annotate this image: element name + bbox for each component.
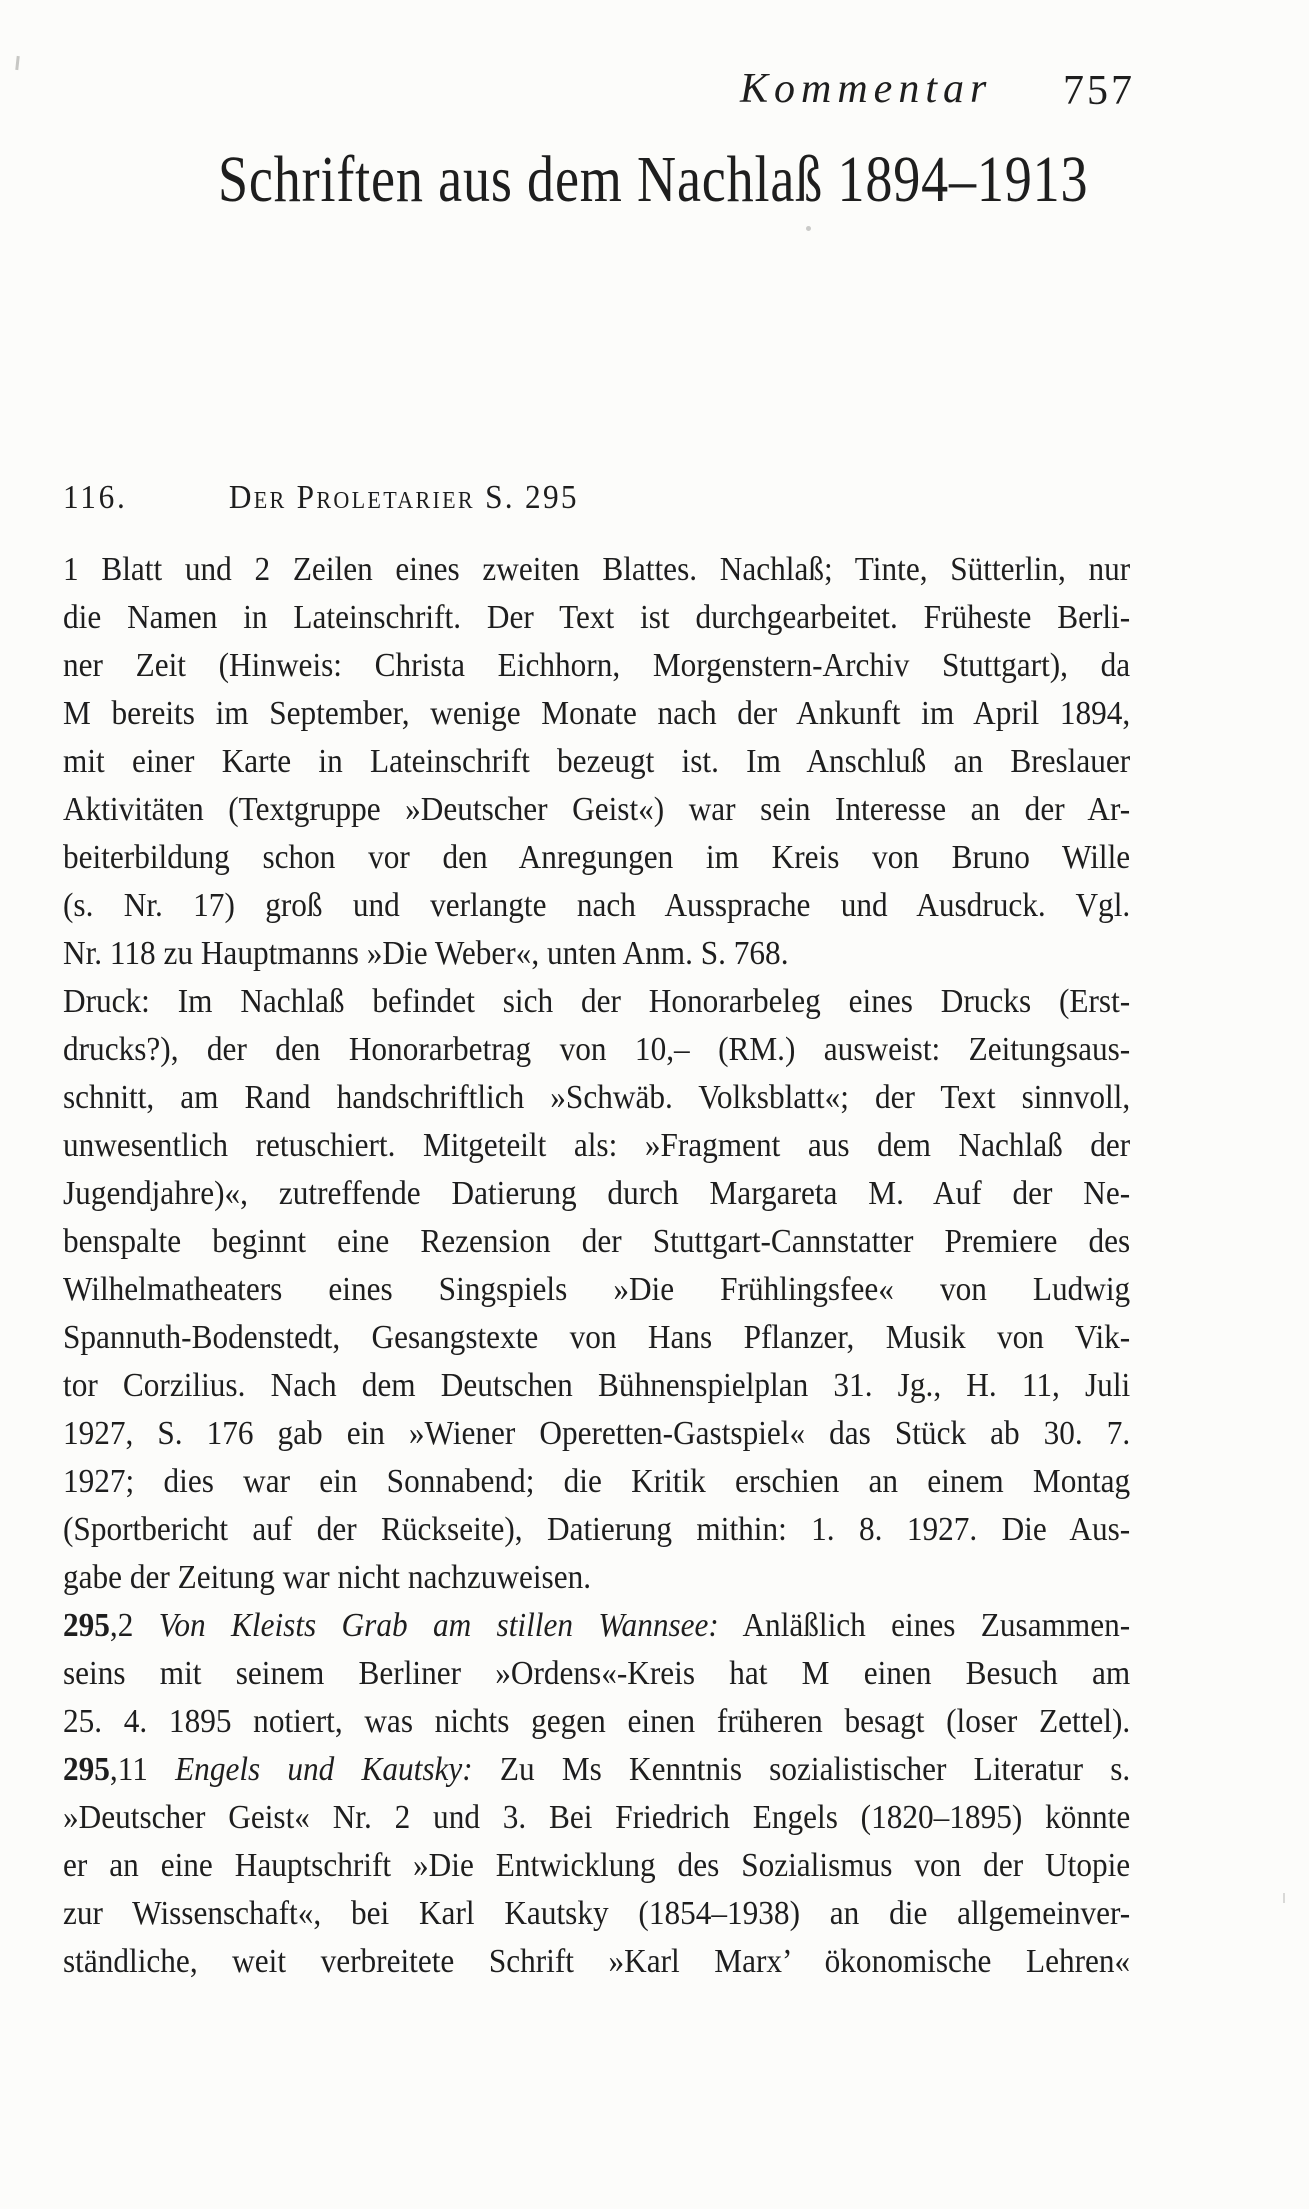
text-segment: Aktivitäten (Textgruppe »Deutscher Geist«) war sein Interesse an der Ar- (63, 791, 1131, 828)
text-segment: beiterbildung schon vor den Anregungen im Kreis von Bruno Wille (63, 839, 1131, 876)
body-line (63, 1026, 1130, 1074)
body-line (63, 642, 1130, 690)
text-segment: 1927; dies war ein Sonnabend; die Kritik erschien an einem Montag (63, 1463, 1131, 1500)
body-line (63, 1074, 1130, 1122)
body-line (63, 690, 1130, 738)
text-segment: Engels und Kautsky: (175, 1751, 473, 1788)
text-segment: schnitt, am Rand handschriftlich »Schwäb. Volksblatt«; der Text sinnvoll, (63, 1079, 1131, 1116)
text-segment: die Namen in Lateinschrift. Der Text ist durchgearbeitet. Früheste Berli- (63, 599, 1131, 636)
text-segment: Zu Ms Kenntnis sozialistischer Literatur s. (472, 1751, 1131, 1788)
body-line (63, 1266, 1130, 1314)
body-line (63, 1122, 1130, 1170)
entry-page-ref: S. 295 (485, 479, 579, 516)
text-segment: Von Kleists Grab am stillen Wannsee: (158, 1607, 719, 1644)
text-segment: drucks?), der den Honorarbetrag von 10,– (RM.) ausweist: Zeitungsaus- (63, 1031, 1131, 1068)
body-line (63, 1938, 1130, 1986)
section-title: Schriften aus dem Nachlaß 1894–1913 (218, 143, 1089, 216)
text-segment: Anläßlich eines Zusammen- (718, 1607, 1131, 1644)
text-segment: 295 (63, 1751, 110, 1788)
body-line (63, 882, 1130, 930)
body-line (63, 1794, 1130, 1842)
entry-heading-text: Der Proletarier (228, 479, 475, 516)
body-line (63, 1746, 1130, 1794)
text-segment: unwesentlich retuschiert. Mitgeteilt als: »Fragment aus dem Nachlaß der (63, 1127, 1131, 1164)
body-line (63, 594, 1130, 642)
text-segment: Nr. 118 zu Hauptmanns »Die Weber«, unten Anm. S. 768. (63, 935, 789, 972)
scan-artifact (806, 226, 811, 231)
body-line (63, 978, 1130, 1026)
scan-artifact (1283, 1893, 1285, 1903)
text-segment: zur Wissenschaft«, bei Karl Kautsky (1854–1938) an die allgemeinver- (63, 1895, 1131, 1932)
body-line (63, 1554, 1130, 1602)
text-segment: 295 (63, 1607, 110, 1644)
text-segment: 1 Blatt und 2 Zeilen eines zweiten Blattes. Nachlaß; Tinte, Sütterlin, nur (63, 551, 1131, 588)
entry-number: 116. (63, 479, 128, 516)
text-segment: ner Zeit (Hinweis: Christa Eichhorn, Morgenstern-Archiv Stuttgart), da (63, 647, 1131, 684)
text-segment: ,2 (109, 1607, 159, 1644)
body-line (63, 1410, 1130, 1458)
body-line (63, 834, 1130, 882)
entry-heading-row (63, 476, 579, 520)
text-segment: tor Corzilius. Nach dem Deutschen Bühnenspielplan 31. Jg., H. 11, Juli (63, 1367, 1131, 1404)
text-segment: M bereits im September, wenige Monate nach der Ankunft im April 1894, (63, 695, 1131, 732)
body-line (63, 1458, 1130, 1506)
text-segment: er an eine Hauptschrift »Die Entwicklung des Sozialismus von der Utopie (63, 1847, 1131, 1884)
text-segment: gabe der Zeitung war nicht nachzuweisen. (63, 1559, 592, 1596)
body-line (63, 738, 1130, 786)
body-line (63, 1842, 1130, 1890)
text-segment: ,11 (109, 1751, 176, 1788)
body-text (63, 546, 1130, 1986)
text-segment: Wilhelmatheaters eines Singspiels »Die Frühlingsfee« von Ludwig (63, 1271, 1131, 1308)
body-line (63, 1218, 1130, 1266)
text-segment: ständliche, weit verbreitete Schrift »Karl Marx’ ökonomische Lehren« (63, 1943, 1131, 1980)
running-head: Kommentar (740, 66, 993, 112)
text-segment: Druck: Im Nachlaß befindet sich der Honorarbeleg eines Drucks (Erst- (63, 983, 1131, 1020)
text-segment: mit einer Karte in Lateinschrift bezeugt ist. Im Anschluß an Breslauer (63, 743, 1131, 780)
body-line (63, 1890, 1130, 1938)
text-segment: 1927, S. 176 gab ein »Wiener Operetten-Gastspiel« das Stück ab 30. 7. (63, 1415, 1131, 1452)
entry-heading (229, 479, 579, 516)
text-segment: Jugendjahre)«, zutreffende Datierung durch Margareta M. Auf der Ne- (63, 1175, 1131, 1212)
text-segment: 25. 4. 1895 notiert, was nichts gegen einen früheren besagt (loser Zettel). (63, 1703, 1131, 1740)
text-segment: (s. Nr. 17) groß und verlangte nach Aussprache und Ausdruck. Vgl. (63, 887, 1131, 924)
body-line (63, 930, 1130, 978)
text-segment: Spannuth-Bodenstedt, Gesangstexte von Hans Pflanzer, Musik von Vik- (63, 1319, 1131, 1356)
text-segment: seins mit seinem Berliner »Ordens«-Kreis hat M einen Besuch am (63, 1655, 1131, 1692)
body-line (63, 1170, 1130, 1218)
body-line (63, 546, 1130, 594)
text-segment: benspalte beginnt eine Rezension der Stuttgart-Cannstatter Premiere des (63, 1223, 1131, 1260)
text-segment: (Sportbericht auf der Rückseite), Datierung mithin: 1. 8. 1927. Die Aus- (63, 1511, 1131, 1548)
scan-artifact (15, 56, 19, 70)
text-segment: »Deutscher Geist« Nr. 2 und 3. Bei Friedrich Engels (1820–1895) könnte (63, 1799, 1131, 1836)
body-line (63, 1506, 1130, 1554)
body-line (63, 1650, 1130, 1698)
body-line (63, 1314, 1130, 1362)
body-line (63, 1602, 1130, 1650)
body-line (63, 786, 1130, 834)
body-line (63, 1698, 1130, 1746)
page-number: 757 (1063, 68, 1135, 114)
body-line (63, 1362, 1130, 1410)
